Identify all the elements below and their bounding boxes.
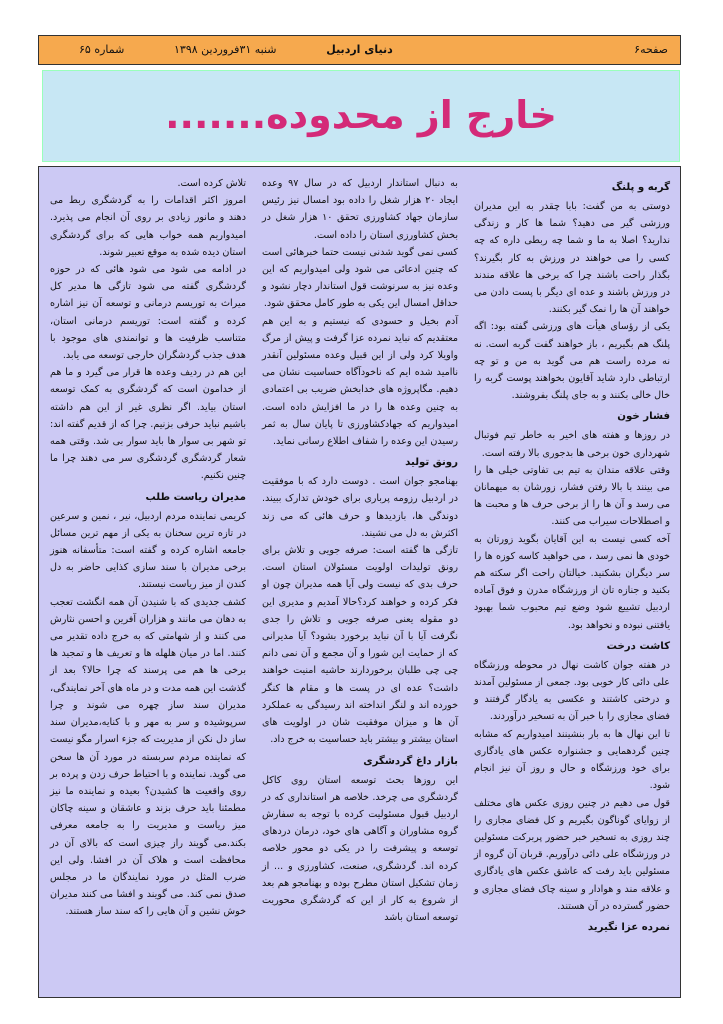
article-paragraph: یکی از رؤسای هیأت های ورزشی گفته بود: اگه پلنگ هم بگیریم ، باز خواهند گفت گربه است. نه نه مرده راست هم می گوید به من و تو چه ارتباطی دارد شاید آقایون بخواهند پوست گربه را خال خالی بکنند و به جای پلنگ بفروشند. bbox=[474, 321, 670, 402]
article-paragraph: بهنامجو جوان است . دوست دارد که با موفقیت در اردبیل رزومه پرباری برای خودش تدارک ببیند. دوندگی ها، بازدیدها و حرف هائی که می زند اکثرش به دل می نشیند. bbox=[262, 476, 458, 539]
article-paragraph: کشف جدیدی که با شنیدن آن همه انگشت تعجب به دهان می مانند و هزاران آفرین و احسن نثارش می کنند و از شهامتی که به خرج داده تقدیر می کنند. اما در میان هلهله ها و تعریف ها و تمجید ها برخی ها هم می پرسند که چرا حالا؟ بعد از گذشت این همه مدت و در ماه های آخر نمایندگی، مدیران سند ساز چهره می شوند و چرا سرپوشیده و سر به مهر و با کنایه،مدیران سند ساز دل نکن از مدیریت که جزء اسرار مگو نیست که نماینده مردم سربسته در مورد آن ها سخن می گوید. نماینده و با احتیاط حرف زدن و پرده بر روی واقعیت ها کشیدن؟ بعیده و نماینده ما نیز مطمئنا باید حرف بزند و عاشقان و سینه چاکان میز ریاست و مدیریت را به جامعه معرفی بکند.می گویند راز چیزی است که بالای آن در محافظت است و هلاک آن در افشا. ولی این ضرب المثل در مورد نمایندگان ما در مجلس صدق نمی کند. می گویند و افشا می کنند مدیران خوش نشین و آن هایی را که سند ساز هستند. bbox=[50, 596, 246, 918]
article-heading: کاشت درخت bbox=[606, 640, 670, 652]
article-paragraph: تلاش کرده است. bbox=[177, 178, 246, 189]
page-header bbox=[38, 35, 681, 65]
newspaper-title: دنیای اردبیل bbox=[326, 43, 393, 56]
article-paragraph: آخه کسی نیست به این آقایان بگوید زورتان به خودی ها نمی رسد ، می خواهید کاسه کوزه ها را سر دیگران بشکنید. خیالتان راحت اگر سکته هم بکنید و جنازه تان از ورزشگاه مدرن و فوق آماده اردبیل تشییع شود وضع تیم محبوب شما بهبود یافتنی نبوده و نخواهد بود. bbox=[474, 533, 670, 631]
article-paragraph: قول می دهیم در چنین روزی عکس های مختلف از زوایای گوناگون بگیریم و کل فضای مجازی را چند روزی به تسخیر خبر حضور پربرکت مسئولین در ورزشگاه علی دائی درآوریم. قربان آن گروه از مسئولین باید رفت که عاشق عکس های یادگاری و علاقه مند و هوادار و سینه چاک فضای مجازی و حضور گسترده در آن هستند. bbox=[474, 797, 670, 912]
issue-number: شماره ۶۵ bbox=[79, 43, 125, 56]
column-middle bbox=[262, 175, 458, 926]
article-heading: گربه و پلنگ bbox=[611, 182, 670, 193]
article-heading: مدیران ریاست طلب bbox=[145, 491, 246, 503]
article-paragraph: این هم در ردیف وعده ها قرار می گیرد و ما هم از خدامون است که گردشگری به کمک توسعه استان بیاید. اگر نظری غیر از این هم داشته باشیم نباید حرفی بزنیم. چرا که از قدیم گفته اند: تو شهر بی سوار ها باید سوار بی شد. وقتی همه شعار گردشگری گردشگری سر می دهند چرا ما چنین نکنیم. bbox=[50, 367, 246, 482]
page-number: صفحه۶ bbox=[634, 43, 668, 56]
article-heading: فشار خون bbox=[617, 411, 670, 423]
article-paragraph: کریمی نماینده مردم اردبیل، نیر ، نمین و سرعین در تازه ترین سخنان به یکی از مهم ترین مسائل جامعه اشاره کرده و گفته است: متأسفانه هنوز برخی مدیران با سند سازی کذایی حاضر به دل کندن از میز ریاست نیستند. bbox=[50, 510, 246, 591]
article-area bbox=[38, 166, 681, 998]
section-title: خارج از محدوده....... bbox=[165, 93, 557, 137]
article-paragraph: تازگی ها گفته است: صرفه جویی و تلاش برای رونق تولیدات اولویت مسئولان استان است. حرف بدی که نیست ولی آیا همه مدیران چون او فکر کرده و خواهند کرد؟حالا آمدیم و مدیری این دو مقوله یعنی صرفه جویی و تلاش را جدی نگرفت آیا با آن نباید برخورد بشود؟ آیا مدیرانی که از حمایت این شورا و آن مجمع و آن نمی دانم چی چی طلبان برخوردارند حاشیه امنیت خواهند داشت؟ عده ای در پست ها و مقام ها کنگر خورده اند و لنگر انداخته اند رسیدگی به عملکرد آن ها و میزان موفقیت شان در اولویت های استان بیشتر و بیشتر باید حساسیت به خرج داد. bbox=[262, 545, 458, 746]
section-banner bbox=[42, 70, 680, 162]
article-paragraph: کسی نمی گوید شدنی نیست حتما خبرهائی است که چنین ادعائی می شود ولی امیدواریم که این وعده نیز به سرنوشت قول استاندار دچار نشود و حداقل امسال این یکی به طور کامل محقق شود. bbox=[262, 246, 458, 310]
article-paragraph: دوستی به من گفت: بابا چقدر به این مدیران ورزشی گیر می دهید؟ شما ها کار و زندگی ندارید؟ اصلا به ما و شما چه ربطی داره که چه کسی را می خواهند در ورزش به کار بگیرند؟ بگذار راحت باشند چرا که برخی ها علاقه مندند در ورزش باشند و عده ای دیگر با پست دادن می خواهند آن ها را نمک گیر بکنند. bbox=[474, 201, 670, 316]
article-paragraph: آدم بخیل و حسودی که نیستیم و به این هم معتقدیم که نباید نمرده عزا گرفت و پیش از مرگ واویلا کرد ولی از این قبیل وعده مسئولین آنقدر ناامید شده ایم که ناخودآگاه حساسیت نشان می دهیم. مگاپروژه های خدابخش ضریب بی اعتمادی به چنین وعده ها را در ما افزایش داده است. امیدواریم که جهادکشاورزی تا پایان سال به ثمر رسیدن این وعده را شفاف اطلاع رسانی نماید. bbox=[262, 315, 458, 448]
issue-date: شنبه ۳۱فروردین ۱۳۹۸ bbox=[174, 43, 277, 56]
article-heading: رونق تولید bbox=[405, 457, 458, 469]
article-paragraph: در ادامه می شود می شود هائی که در حوزه گردشگری گفته می شود تازگی ها مدیر کل میراث به توریسم درمانی و توسعه آن نیز اشاره کرده و گفته است: توریسم درمانی استان، متناسب ظرفیت ها و توانمندی های موجود با هدف جذب گردشگران خارجی توسعه می یابد. bbox=[50, 264, 246, 362]
article-paragraph: امروز اکثر اقدامات را به گردشگری ربط می دهند و مانور زیادی بر روی آن انجام می پذیرد. امیدواریم همه خواب هایی که برای گردشگری استان دیده شده به موقع تعبیر شوند. bbox=[50, 195, 246, 258]
article-paragraph: در هفته جوان کاشت نهال در محوطه ورزشگاه علی دائی کار خوبی بود. جمعی از مسئولین آمدند و درختی کاشتند و عکسی به یادگار گرفتند و فضای مجازی را با خبر آن به تسخیر درآوردند. bbox=[474, 659, 670, 723]
article-heading: بازار داغ گردشگری bbox=[363, 755, 458, 767]
column-left bbox=[50, 175, 246, 921]
column-right bbox=[474, 175, 670, 938]
article-paragraph: در روزها و هفته های اخیر به خاطر تیم فوتبال شهرداری خون برخی ها بدجوری بالا رفته است. bbox=[474, 430, 670, 459]
article-paragraph: وقتی علاقه مندان به تیم بی تفاوتی خیلی ها را می بینند با بالا رفتن فشار، زورشان به میهمانان می رسد و آن ها را از برخی حرف ها و محبت ها و اصطلاحات سیراب می کنند. bbox=[474, 464, 670, 528]
article-paragraph: به دنبال استاندار اردبیل که در سال ۹۷ وعده ایجاد ۲۰ هزار شغل را داده بود امسال نیز رئیس سازمان جهاد کشاورزی تحقق ۱۰ هزار شغل در بخش کشاورزی استان را داده است. bbox=[262, 178, 458, 241]
article-paragraph: این روزها بحث توسعه استان روی کاکل گردشگری می چرخد. خلاصه هر استانداری که در اردبیل قبول مسئولیت کرده با توجه به سفارش گروه مشاوران و آگاهی های خود، درمان دردهای توسعه و پیشرفت را در یکی دو محور خلاصه کرده اند. گردشگری، صنعت، کشاورزی و ... از زمان تشکیل استان مطرح بوده و بهنامجو هم بعد از شروع به کار از این که گردشگری محوریت توسعه استان باشد bbox=[262, 774, 458, 924]
article-heading: نمرده عزا نگیرید bbox=[587, 921, 670, 933]
article-paragraph: تا این نهال ها به بار بنشینند امیدواریم که مشابه چنین گردهمایی و جشنواره عکس های یادگاری برای خود ورزشگاه و حال و روز آن نیز انجام شود. bbox=[474, 728, 670, 792]
